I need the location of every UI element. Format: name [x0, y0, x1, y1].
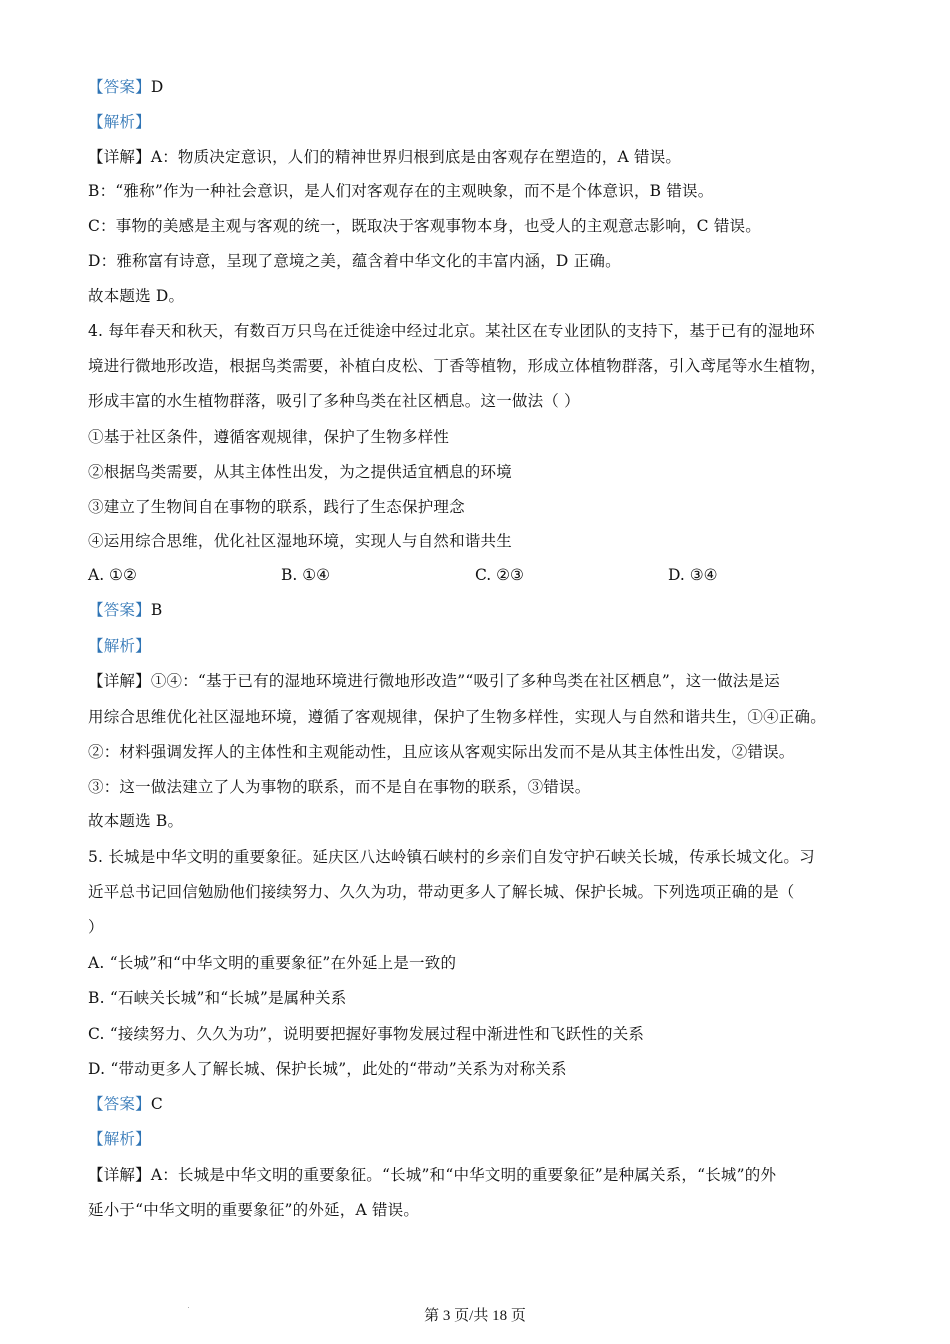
- q5-stem-line-1: 5. 长城是中华文明的重要象征。延庆区八达岭镇石峡村的乡亲们自发守护石峡关长城，传承长城文化。习: [88, 848, 815, 866]
- q4-answer-line: [88, 599, 162, 621]
- q5-stem-line-2: 近平总书记回信勉励他们接续努力、久久为功，带动更多人了解长城、保护长城。下列选项正确的是（: [88, 883, 795, 901]
- q4-option-b: B. ①④: [281, 566, 331, 584]
- q4-stem-line-1: 4. 每年春天和秋天，有数百万只鸟在迁徙途中经过北京。某社区在专业团队的支持下，基于已有的湿地环: [88, 322, 815, 340]
- q4-statement-3: ③建立了生物间自在事物的联系，践行了生态保护理念: [88, 498, 465, 516]
- q5-option-a: A. “长城”和“中华文明的重要象征”在外延上是一致的: [88, 954, 457, 972]
- detail-label: 【详解】: [88, 672, 151, 690]
- analysis-label: 【解析】: [88, 1130, 151, 1148]
- q5-stem-line-3: ）: [88, 918, 104, 936]
- q4-detail-line-3: ②：材料强调发挥人的主体性和主观能动性，且应该从客观实际出发而不是从其主体性出发，②错误。: [88, 743, 795, 761]
- page-footer: 第 3 页/共 18 页: [424, 1308, 526, 1324]
- q4-statement-4: ④运用综合思维，优化社区湿地环境，实现人与自然和谐共生: [88, 532, 512, 550]
- q4-stem-line-2: 境进行微地形改造，根据鸟类需要，补植白皮松、丁香等植物，形成立体植物群落，引入鸢尾等水生植物，: [88, 357, 826, 375]
- q3-detail-line-4: D：雅称富有诗意，呈现了意境之美，蕴含着中华文化的丰富内涵，D 正确。: [88, 252, 621, 270]
- q3-analysis-label-line: [88, 111, 151, 133]
- answer-label: 【答案】: [88, 601, 151, 619]
- q3-answer-line: [88, 76, 163, 98]
- detail-text: A：物质决定意识，人们的精神世界归根到底是由客观存在塑造的，A 错误。: [150, 148, 682, 166]
- q4-detail-line-4: ③：这一做法建立了人为事物的联系，而不是自在事物的联系，③错误。: [88, 778, 591, 796]
- q5-detail-line-2: 延小于“中华文明的重要象征”的外延，A 错误。: [88, 1201, 420, 1219]
- q4-stem-line-3: 形成丰富的水生植物群落，吸引了多种鸟类在社区栖息。这一做法（ ）: [88, 392, 580, 410]
- answer-value: B: [150, 601, 163, 619]
- q4-analysis-label-line: [88, 635, 151, 657]
- q3-detail-line-1: [88, 146, 681, 168]
- answer-value: D: [150, 78, 164, 96]
- q4-statement-2: ②根据鸟类需要，从其主体性出发，为之提供适宜栖息的环境: [88, 463, 512, 481]
- q5-option-b: B. “石峡关长城”和“长城”是属种关系: [88, 989, 347, 1007]
- analysis-label: 【解析】: [88, 637, 151, 655]
- q4-option-d: D. ③④: [668, 566, 718, 584]
- q4-detail-line-1: [88, 670, 780, 692]
- detail-label: 【详解】: [88, 1166, 151, 1184]
- answer-label: 【答案】: [88, 1095, 151, 1113]
- q5-answer-line: [88, 1093, 163, 1115]
- detail-text: ①④：“基于已有的湿地环境进行微地形改造”“吸引了多种鸟类在社区栖息”，这一做法是运: [150, 672, 780, 690]
- answer-value: C: [150, 1095, 163, 1113]
- q5-detail-line-1: [88, 1164, 776, 1186]
- q4-statement-1: ①基于社区条件，遵循客观规律，保护了生物多样性: [88, 428, 450, 446]
- q3-detail-line-2: B：“雅称”作为一种社会意识，是人们对客观存在的主观映象，而不是个体意识，B 错误。: [88, 182, 714, 200]
- q4-conclusion: 故本题选 B。: [88, 812, 184, 830]
- q4-option-a: A. ①②: [88, 566, 137, 584]
- analysis-label: 【解析】: [88, 113, 151, 131]
- q4-detail-line-2: 用综合思维优化社区湿地环境，遵循了客观规律，保护了生物多样性，实现人与自然和谐共生，①④正确。: [88, 708, 826, 726]
- q3-conclusion: 故本题选 D。: [88, 287, 185, 305]
- detail-label: 【详解】: [88, 148, 151, 166]
- q5-analysis-label-line: [88, 1128, 151, 1150]
- q4-option-c: C. ②③: [475, 566, 524, 584]
- q5-option-d: D. “带动更多人了解长城、保护长城”，此处的“带动”关系为对称关系: [88, 1060, 567, 1078]
- q5-option-c: C. “接续努力、久久为功”，说明要把握好事物发展过程中渐进性和飞跃性的关系: [88, 1025, 645, 1043]
- q3-detail-line-3: C：事物的美感是主观与客观的统一，既取决于客观事物本身，也受人的主观意志影响，C 错误。: [88, 217, 761, 235]
- answer-label: 【答案】: [88, 78, 151, 96]
- detail-text: A：长城是中华文明的重要象征。“长城”和“中华文明的重要象征”是种属关系，“长城”的外: [150, 1166, 777, 1184]
